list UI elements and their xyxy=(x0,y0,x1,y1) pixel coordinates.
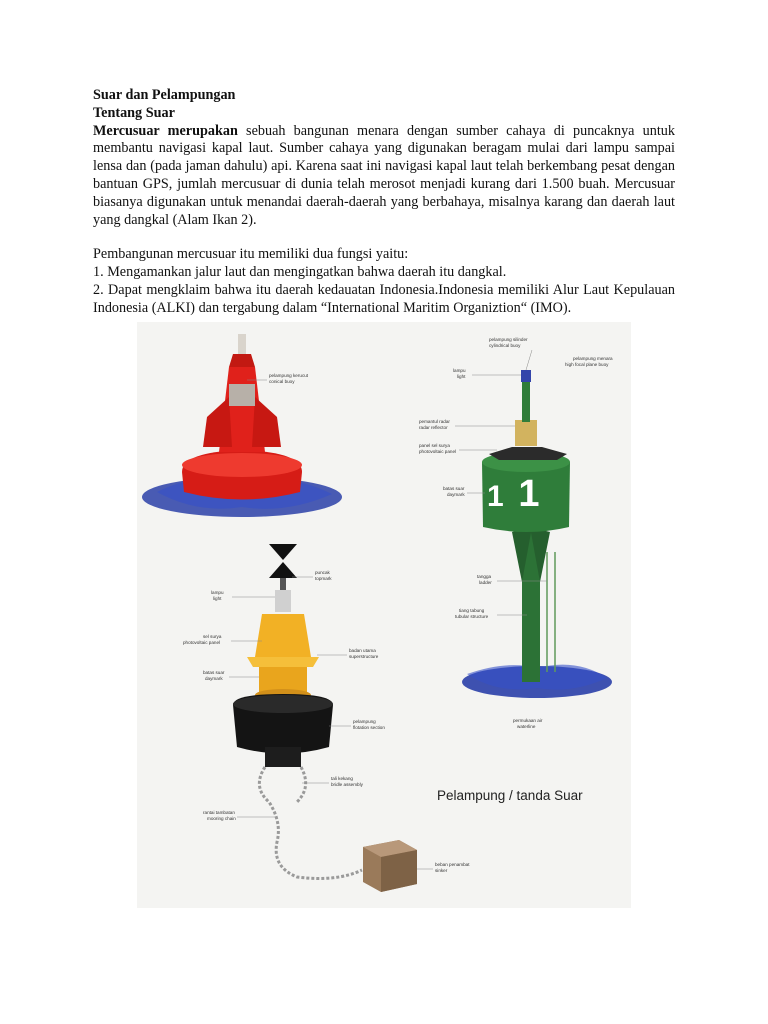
label-superstructure-en: superstructure xyxy=(349,654,379,659)
buoy-illustration xyxy=(137,322,631,908)
daymark-number-side: 1 xyxy=(487,480,504,513)
daymark-number: 1 xyxy=(518,473,540,515)
document-title: Suar dan Pelampungan xyxy=(93,87,236,103)
label-panel-yellow: sel surya xyxy=(203,634,222,639)
label-lamp-right: lampu xyxy=(453,368,466,373)
label-topmark: puncak xyxy=(315,570,330,575)
document-subtitle: Tentang Suar xyxy=(93,104,175,121)
label-mooring-chain: rantai tambatan xyxy=(203,810,235,815)
label-tubular-en: tubular structure xyxy=(455,614,489,619)
label-high-focal: pelampung menara xyxy=(573,356,613,361)
label-topmark-en: topmark xyxy=(315,576,332,581)
label-sinker-en: sinker xyxy=(435,868,448,873)
label-lamp-right-en: light xyxy=(457,374,466,379)
paragraph-body: sebuah bangunan menara dengan sumber cahaya di puncaknya untuk membantu navigasi kapal laut. Sumber cahaya yang digunakan beragam mulai dari lampu sampai lensa dan (pada jaman dahulu) api. Karena saat ini navigasi kapal laut telah berkembang pesat dengan bantuan GPS, jumlah mercusuar di dunia telah merosot menjadi kurang dari 1.500 buah. Mercusuar biasanya digunakan untuk menandai daerah-daerah yang berbahaya, misalnya karang dan daerah laut yang dangkal (Alam Ikan 2). xyxy=(93,122,675,228)
list-item-1: 1. Mengamankan jalur laut dan mengingatkan bahwa daerah itu dangkal. xyxy=(93,264,507,281)
label-ladder: tangga xyxy=(477,574,492,579)
label-daymark-yellow-en: daymark xyxy=(205,676,223,681)
label-bridle: tali kekang xyxy=(331,776,353,781)
label-radar: pemantul radar xyxy=(419,419,450,424)
label-cylindrical: pelampung silinder xyxy=(489,337,528,342)
paragraph-lead: Mercusuar merupakan xyxy=(93,122,238,139)
label-daymark-right-en: daymark xyxy=(447,492,465,497)
label-daymark-right: batas suar xyxy=(443,486,465,491)
label-conical-en: conical buoy xyxy=(269,379,295,384)
buoy-figure xyxy=(137,322,631,908)
red-conical-buoy xyxy=(142,334,342,517)
label-panel-right-en: photovoltaic panel xyxy=(419,449,457,454)
label-sinker: beban penambat xyxy=(435,862,470,867)
label-panel-yellow-en: photovoltaic panel xyxy=(183,640,221,645)
label-waterline-en: waterline xyxy=(517,724,536,729)
paragraph-functions: Pembangunan mercusuar itu memiliki dua fungsi yaitu: xyxy=(93,246,409,263)
label-lamp-yellow: lampu xyxy=(211,590,224,595)
label-cylindrical-en: cylindrical buoy xyxy=(489,343,521,348)
label-ladder-en: ladder xyxy=(479,580,492,585)
label-conical: pelampung kerucut xyxy=(269,373,309,378)
label-flotation: pelampung xyxy=(353,719,376,724)
label-superstructure: badan utama xyxy=(349,648,376,653)
label-flotation-en: flotation section xyxy=(353,725,385,730)
label-mooring-chain-en: mooring chain xyxy=(207,816,236,821)
green-tower-buoy xyxy=(462,370,612,698)
figure-caption: Pelampung / tanda Suar xyxy=(437,788,583,803)
label-daymark-yellow: batas suar xyxy=(203,670,225,675)
label-lamp-yellow-en: light xyxy=(213,596,222,601)
yellow-buoy xyxy=(233,544,417,892)
label-radar-en: radar reflector xyxy=(419,425,448,430)
label-bridle-en: bridle assembly xyxy=(331,782,363,787)
label-high-focal-en: high focal plane buoy xyxy=(565,362,609,367)
label-panel-right: panel sel surya xyxy=(419,443,450,448)
document-page xyxy=(93,87,675,318)
label-waterline: permukaan air xyxy=(513,718,543,723)
paragraph-mercusuar xyxy=(93,123,675,230)
label-tubular: tiang tabung xyxy=(459,608,485,613)
list-item-2: 2. Dapat mengklaim bahwa itu daerah kedauatan Indonesia.Indonesia memiliki Alur Laut Kepulauan Indonesia (ALKI) dan tergabung dalam “International Maritim Organiztion“ (IMO). xyxy=(93,281,675,316)
